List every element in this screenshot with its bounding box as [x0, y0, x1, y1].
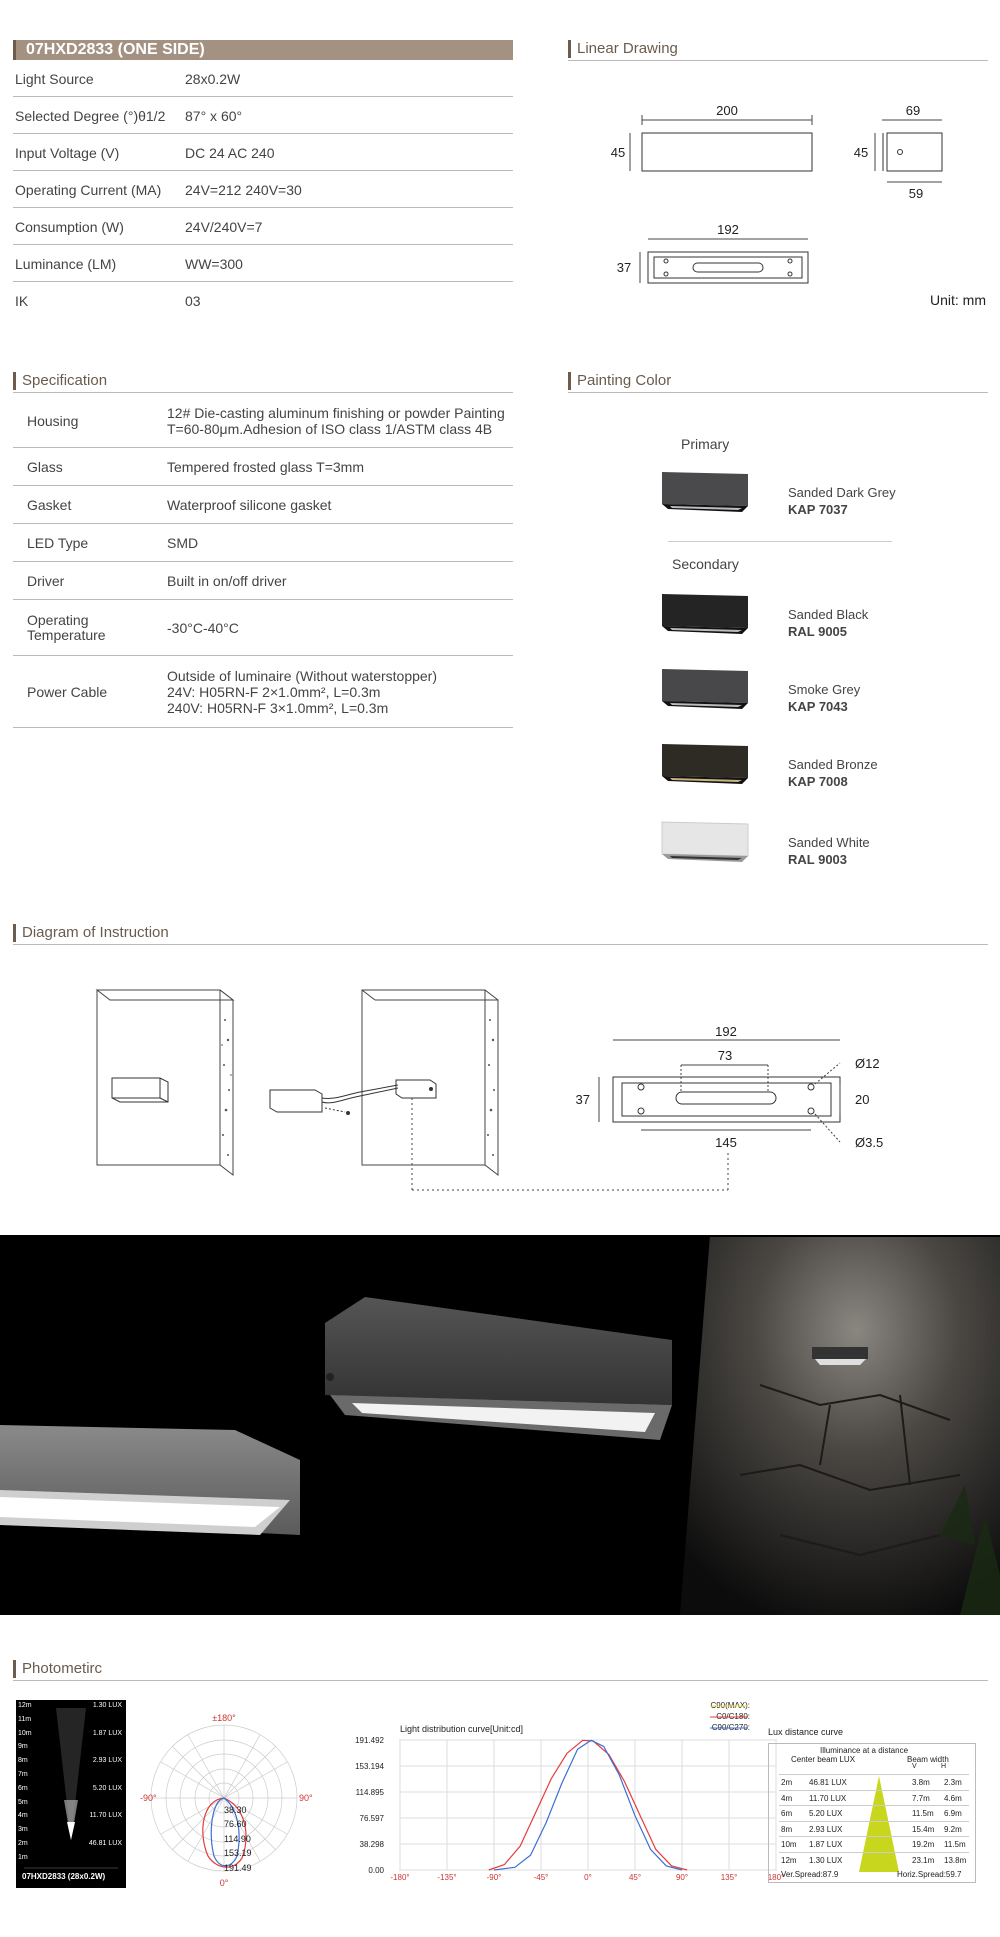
color-name: Sanded Dark Grey: [788, 485, 896, 500]
product-photo: [0, 1235, 1000, 1615]
specification-key: Power Cable: [27, 684, 108, 700]
y-tick-label: 38.298: [359, 1840, 384, 1850]
specification-value: Built in on/off driver: [167, 573, 287, 589]
specification-key: LED Type: [27, 535, 89, 551]
lux-row: 12m 1.30 LUX 23.1m 13.8m: [779, 1852, 969, 1867]
color-swatch: [662, 594, 748, 636]
beam-level: 6m 5.20 LUX: [18, 1784, 122, 1792]
beam-level: 4m 11.70 LUX: [18, 1812, 122, 1820]
x-tick-label: -135°: [437, 1873, 457, 1882]
dim-side-d: 59: [908, 186, 924, 201]
legend-c90: C90(MAX):: [710, 1701, 750, 1710]
color-name: Sanded Bronze: [788, 757, 878, 772]
x-tick-label: 45°: [628, 1873, 642, 1882]
beam-level: 5m: [18, 1798, 28, 1806]
spec-row: [13, 171, 513, 208]
chart-title: Light distribution curve[Unit:cd]: [400, 1724, 524, 1734]
specification-row: [13, 656, 513, 728]
beam-level: 3m: [18, 1826, 28, 1834]
divider: [13, 944, 988, 945]
spec-key: Consumption (W): [15, 219, 124, 235]
y-tick-label: 0.00: [368, 1866, 384, 1875]
x-tick-label: -45°: [533, 1873, 549, 1882]
specification-key: Operating Temperature: [27, 612, 106, 643]
color-swatch: [662, 472, 748, 514]
lux-title: Lux distance curve: [768, 1727, 844, 1737]
polar-ring-2: 76.60: [224, 1819, 247, 1829]
specification-row: [13, 393, 513, 448]
wall-illustration-1: [97, 990, 233, 1175]
color-code: KAP 7008: [788, 774, 848, 789]
beam-label: 07HXD2833 (28x0.2W): [22, 1872, 106, 1881]
mounting-plate-drawing: [576, 1024, 884, 1150]
specification-value: -30°C-40°C: [167, 620, 239, 636]
x-tick-label: 180°: [767, 1873, 785, 1882]
primary-label: Primary: [681, 436, 730, 452]
spec-row: [13, 134, 513, 171]
dim-side-h: 45: [853, 145, 869, 160]
dim-side-w: 69: [905, 103, 921, 118]
specification-key: Driver: [27, 573, 65, 589]
divider: [568, 60, 988, 61]
secondary-label: Secondary: [672, 556, 739, 572]
spec-key: Luminance (LM): [15, 256, 117, 272]
y-tick-label: 76.597: [359, 1813, 384, 1823]
ver-spread: Ver.Spread:87.9: [781, 1870, 839, 1879]
specification-key: Glass: [27, 459, 63, 475]
x-tick-label: -180°: [390, 1873, 410, 1882]
lux-head1: Illuminance at a distance: [819, 1746, 909, 1755]
dim-front-h: 45: [610, 145, 626, 160]
spec-value: WW=300: [185, 256, 243, 272]
spec-row: [13, 245, 513, 282]
hole-dia-1: Ø12: [855, 1056, 880, 1071]
y-tick-label: 191.492: [355, 1736, 384, 1745]
dim-plate-w: 192: [715, 1024, 737, 1039]
specification-row: [13, 562, 513, 600]
lux-row: 6m 5.20 LUX 11.5m 6.9m: [779, 1805, 969, 1820]
beam-level: 1m: [18, 1853, 28, 1861]
light-distribution-chart: [355, 1722, 785, 1882]
specification-title: Specification: [13, 372, 107, 390]
lux-table: [768, 1743, 976, 1883]
model-title: 07HXD2833 (ONE SIDE): [13, 40, 513, 60]
spec-value: 03: [185, 293, 201, 309]
color-name: Sanded Black: [788, 607, 869, 622]
beam-level: 10m 1.87 LUX: [18, 1729, 122, 1737]
photometric-title: Photometirc: [13, 1660, 102, 1678]
specification-row: [13, 486, 513, 524]
beam-level: 11m: [18, 1715, 32, 1723]
beam-level: 9m: [18, 1743, 28, 1751]
beam-level: 7m: [18, 1771, 28, 1778]
hor-spread: Horiz.Spread:59.7: [897, 1870, 962, 1879]
specification-value: Outside of luminaire (Without waterstopper) 24V: H05RN-F 2×1.0mm², L=0.3m 240V: H05RN-F 3×1.0mm², L=0.3m: [167, 668, 437, 716]
polar-ring-3: 114.90: [224, 1834, 251, 1844]
polar-top: ±180°: [212, 1713, 236, 1723]
spec-value: DC 24 AC 240: [185, 145, 275, 161]
polar-ring-4: 153.19: [224, 1848, 252, 1858]
spec-value: 87° x 60°: [185, 108, 243, 124]
beam-panel: [16, 1700, 126, 1888]
lux-row: 10m 1.87 LUX 19.2m 11.5m: [779, 1836, 969, 1851]
lux-row: 8m 2.93 LUX 15.4m 9.2m: [779, 1821, 969, 1836]
spec-row: [13, 208, 513, 245]
polar-ring-1: 38.30: [224, 1805, 247, 1815]
y-tick-label: 153.194: [355, 1761, 384, 1771]
color-label: [788, 681, 860, 715]
color-code: RAL 9005: [788, 624, 848, 639]
spec-value: 24V/240V=7: [185, 219, 263, 235]
spec-row: [13, 282, 513, 319]
x-tick-label: 135°: [720, 1873, 738, 1882]
spec-row: [13, 97, 513, 134]
linear-drawing-title: Linear Drawing: [568, 40, 678, 58]
polar-chart: [142, 1708, 312, 1890]
divider: [668, 541, 892, 542]
spec-key: Light Source: [15, 71, 94, 87]
spec-key: Operating Current (MA): [15, 182, 162, 198]
dim-plate-inner: 73: [717, 1048, 733, 1063]
polar-ring-5: 191.49: [224, 1863, 252, 1873]
color-label: [788, 484, 896, 518]
specification-value: Waterproof silicone gasket: [167, 497, 332, 513]
color-swatch: [662, 669, 748, 711]
dim-front-w: 200: [716, 103, 738, 118]
color-code: RAL 9003: [788, 852, 848, 867]
specification-row: [13, 524, 513, 562]
polar-left: -90°: [140, 1793, 157, 1803]
specification-value: SMD: [167, 535, 199, 551]
color-swatch: [662, 744, 748, 786]
legend-c0: C0/C180:: [716, 1712, 750, 1721]
polar-right: 90°: [299, 1793, 313, 1803]
spec-value: 24V=212 240V=30: [185, 182, 302, 198]
hole-dia-2: Ø3.5: [855, 1135, 884, 1150]
color-code: KAP 7037: [788, 502, 848, 517]
linear-drawing: [600, 95, 1000, 320]
instruction-title: Diagram of Instruction: [13, 924, 169, 942]
polar-bottom: 0°: [219, 1878, 229, 1888]
lux-head2: Center beam LUX: [791, 1755, 856, 1764]
spec-key: IK: [15, 293, 29, 309]
specification-key: Gasket: [27, 497, 72, 513]
color-label: [788, 834, 870, 868]
lux-row: 2m 46.81 LUX 3.8m 2.3m: [779, 1774, 969, 1789]
lit-wall: [680, 1235, 1000, 1615]
specification-row: [13, 448, 513, 486]
spec-key: Selected Degree (°)θ1/2: [15, 108, 166, 124]
lux-head-v: V: [912, 1763, 917, 1770]
beam-level: 2m 46.81 LUX: [18, 1840, 122, 1847]
spec-key: Input Voltage (V): [15, 145, 120, 161]
x-tick-label: 0°: [584, 1873, 592, 1882]
specification-key: Housing: [27, 412, 79, 429]
color-name: Smoke Grey: [788, 682, 861, 697]
divider: [13, 1680, 988, 1681]
dim-bottom-w: 192: [717, 222, 739, 237]
specification-value: Tempered frosted glass T=3mm: [167, 459, 364, 475]
lux-row: 4m 11.70 LUX 7.7m 4.6m: [779, 1790, 969, 1805]
y-tick-label: 114.895: [355, 1788, 384, 1798]
dim-plate-h2: 20: [855, 1092, 870, 1107]
instruction-diagram: [0, 980, 1000, 1200]
spec-value: 28x0.2W: [185, 71, 241, 87]
dim-plate-h: 37: [575, 1092, 590, 1107]
painting-color-title: Painting Color: [568, 372, 671, 390]
color-name: Sanded White: [788, 835, 870, 850]
x-tick-label: -90°: [486, 1873, 502, 1882]
color-label: [788, 606, 868, 640]
x-tick-label: 90°: [675, 1873, 689, 1882]
color-label: [788, 756, 878, 790]
fixture-left: [0, 1425, 300, 1535]
beam-level: 8m 2.93 LUX: [18, 1757, 122, 1765]
dim-plate-base: 145: [715, 1135, 737, 1150]
spec-row: [13, 60, 513, 97]
color-swatch: [662, 822, 748, 864]
dim-bottom-h: 37: [616, 260, 632, 275]
color-code: KAP 7043: [788, 699, 848, 714]
specification-row: [13, 600, 513, 656]
lux-head-h: H: [941, 1763, 947, 1770]
specification-value: 12# Die-casting aluminum finishing or powder Painting T=60-80μm.Adhesion of ISO class 1/ASTM class 4B: [167, 404, 505, 437]
legend-c90-270: C90/C270:: [711, 1723, 750, 1732]
beam-level: 12m 1.30 LUX: [18, 1702, 122, 1709]
divider: [568, 392, 988, 393]
unit-label: Unit: mm: [930, 292, 986, 308]
lux-head3: Beam width: [907, 1755, 949, 1764]
